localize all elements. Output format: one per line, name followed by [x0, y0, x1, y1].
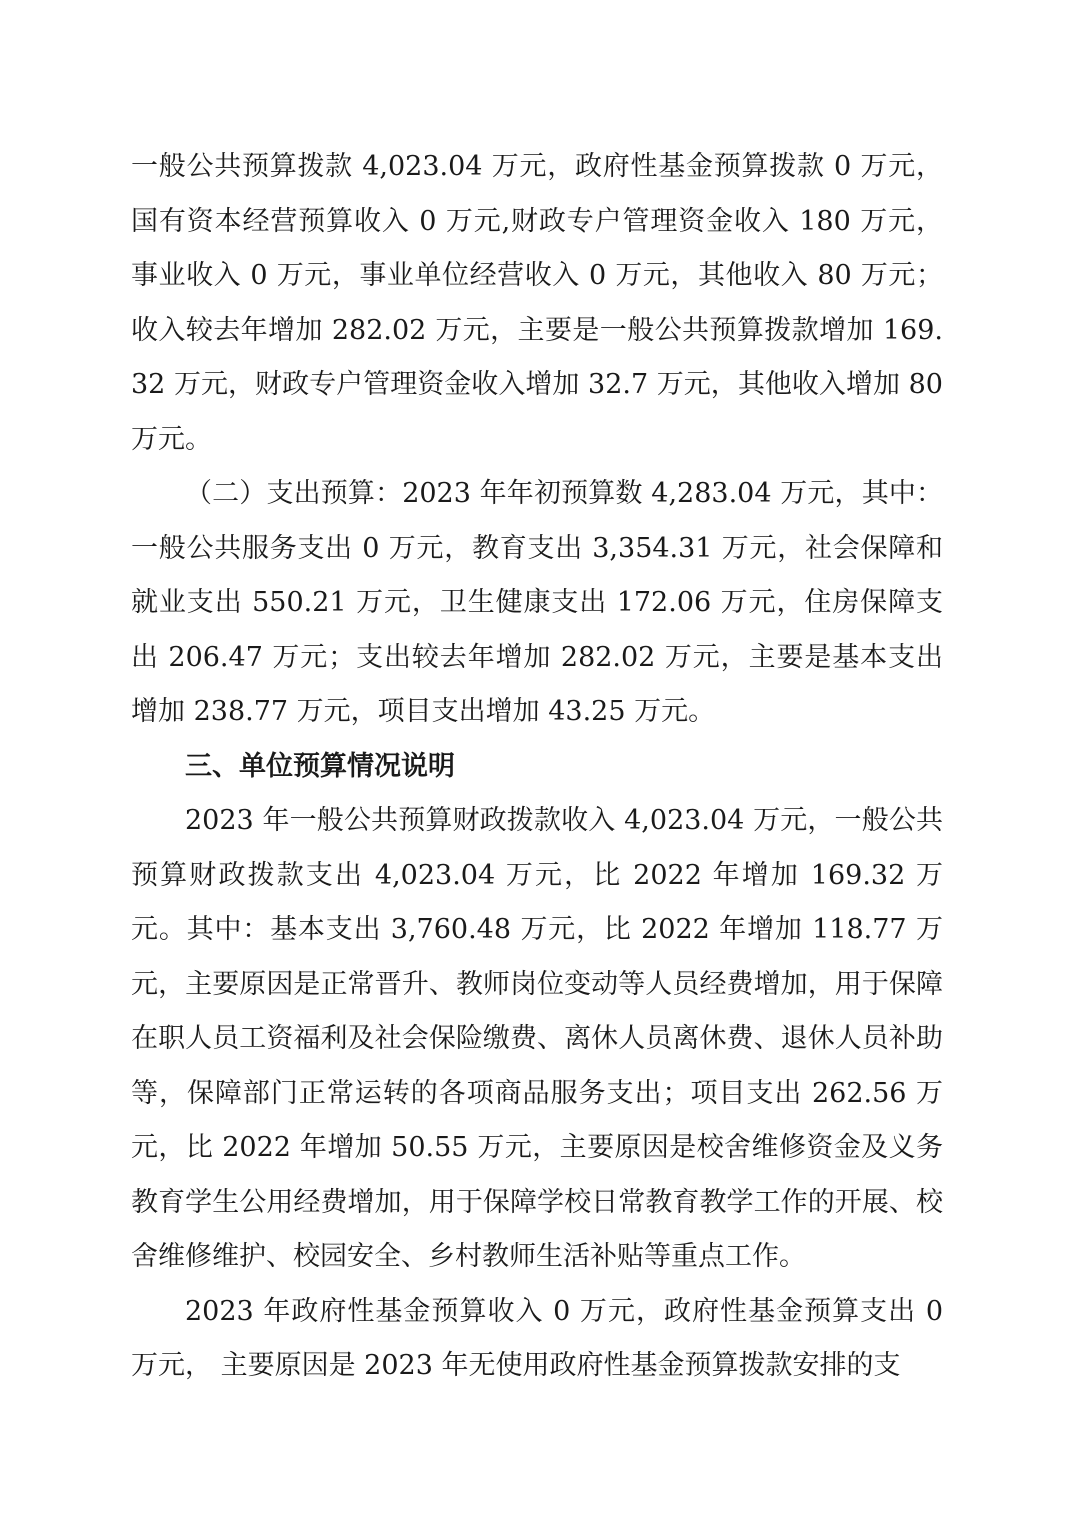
document-body	[131, 140, 943, 1394]
paragraph-general-budget: 2023 年一般公共预算财政拨款收入 4,023.04 万元，一般公共预算财政拨款支出 4,023.04 万元，比 2022 年增加 169.32 万元。其中：基本支出 3,760.48 万元，比 2022 年增加 118.77 万元，主要原因是正常晋升、教师岗位变动等人员经费增加，用于保障在职人员工资福利及社会保险缴费、离休人员离休费、退休人员补助等，保障部门正常运转的各项商品服务支出；项目支出 262.56 万元，比 2022 年增加 50.55 万元，主要原因是校舍维修资金及义务教育学生公用经费增加，用于保障学校日常教育教学工作的开展、校舍维修维护、校园安全、乡村教师生活补贴等重点工作。	[131, 805, 943, 1272]
paragraph-expenditure-budget: （二）支出预算：2023 年年初预算数 4,283.04 万元，其中：一般公共服务支出 0 万元，教育支出 3,354.31 万元，社会保障和就业支出 550.21 万元，卫生健康支出 172.06 万元，住房保障支出 206.47 万元；支出较去年增加 282.02 万元，主要是基本支出增加 238.77 万元，项目支出增加 43.25 万元。	[131, 478, 943, 727]
paragraph-income-continued: 一般公共预算拨款 4,023.04 万元，政府性基金预算拨款 0 万元，国有资本经营预算收入 0 万元,财政专户管理资金收入 180 万元，事业收入 0 万元，事业单位经营收入 0 万元，其他收入 80 万元；收入较去年增加 282.02 万元，主要是一般公共预算拨款增加 169.32 万元，财政专户管理资金收入增加 32.7 万元，其他收入增加 80 万元。	[131, 151, 943, 455]
paragraph-government-fund: 2023 年政府性基金预算收入 0 万元，政府性基金预算支出 0 万元， 主要原因是 2023 年无使用政府性基金预算拨款安排的支	[131, 1295, 943, 1381]
section-heading: 三、单位预算情况说明	[185, 750, 455, 782]
